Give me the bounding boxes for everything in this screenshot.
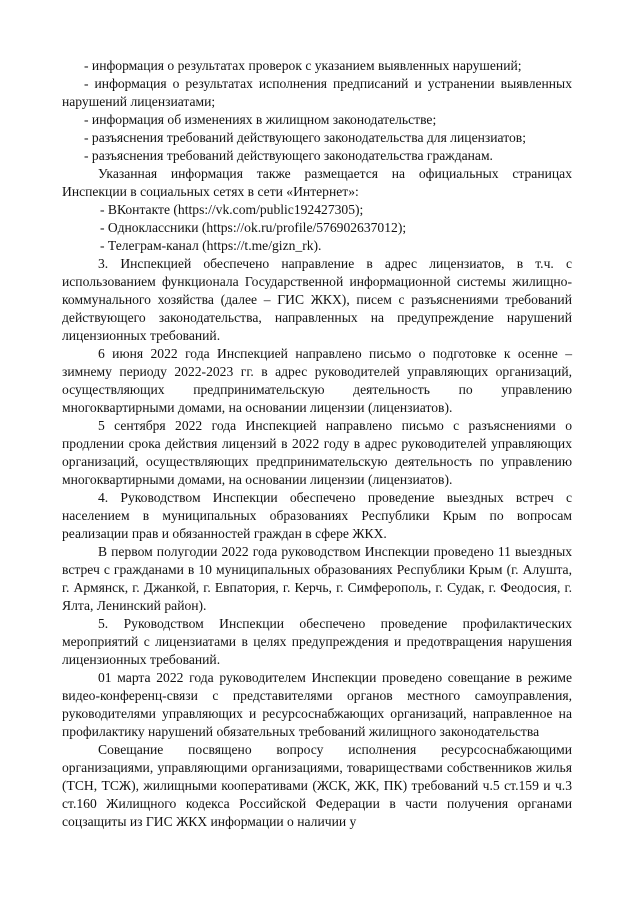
paragraph-video-conference: 01 марта 2022 года руководителем Инспекции проведено совещание в режиме видео-конференц-связи с представителями органов местного самоуправления, руководителями управляющих и ресурсоснабжающих организаций, направленное на профилактику нарушений обязательных требований жилищного законодательства [62, 670, 572, 739]
paragraph-social-networks: Указанная информация также размещается на официальных страницах Инспекции в социальных сетях в сети «Интернет»: [62, 166, 572, 199]
paragraph-item-3: 3. Инспекцией обеспечено направление в адрес лицензиатов, в т.ч. с использованием функционала Государственной информационной системы жилищно-коммунального хозяйства (далее – ГИС ЖКХ), писем с разъяснениями требований действующего законодательства, направленных на предупреждение нарушений лицензионных требований. [62, 256, 572, 343]
paragraph-letter-june: 6 июня 2022 года Инспекцией направлено письмо о подготовке к осенне – зимнему периоду 2022-2023 гг. в адрес руководителей управляющих организаций, осуществляющих предпринимательскую деятельность по управлению многоквартирными домами, на основании лицензии (лицензиатов). [62, 346, 572, 415]
bullet-prescriptions-results: - информация о результатах исполнения предписаний и устранении выявленных нарушений лицензиатами; [62, 76, 572, 109]
bullet-explanations-licensees: - разъяснения требований действующего законодательства для лицензиатов; [84, 130, 526, 145]
link-odnoklassniki: - Одноклассники (https://ok.ru/profile/576902637012); [100, 220, 407, 235]
paragraph-meeting-topic: Совещание посвящено вопросу исполнения ресурсоснабжающими организациями, управляющими организациями, товариществами собственников жилья (ТСН, ТСЖ), жилищными кооперативами (ЖСК, ЖК, ПК) требований ч.5 ст.159 и ч.3 ст.160 Жилищного кодекса Российской Федерации в части получения органами соцзащиты из ГИС ЖКХ информации о наличии у [62, 742, 572, 829]
bullet-law-changes: - информация об изменениях в жилищном законодательстве; [84, 112, 437, 127]
paragraph-letter-september: 5 сентября 2022 года Инспекцией направлено письмо с разъяснениями о продлении срока действия лицензий в 2022 году в адрес руководителей управляющих организаций, осуществляющих предпринимательскую деятельность по управлению многоквартирными домами, на основании лицензии (лицензиатов). [62, 418, 572, 487]
link-telegram: - Телеграм-канал (https://t.me/gizn_rk). [100, 238, 322, 253]
link-vkontakte: - ВКонтакте (https://vk.com/public192427305); [100, 202, 364, 217]
paragraph-field-meetings: В первом полугодии 2022 года руководством Инспекции проведено 11 выездных встреч с гражданами в 10 муниципальных образованиях Республики Крым (г. Алушта, г. Армянск, г. Джанкой, г. Евпатория, г. Керчь, г. Симферополь, г. Судак, г. Феодосия, г. Ялта, Ленинский район). [62, 544, 572, 613]
paragraph-item-5: 5. Руководством Инспекции обеспечено проведение профилактических мероприятий с лицензиатами в целях предупреждения и предотвращения нарушения лицензионных требований. [62, 616, 572, 667]
paragraph-item-4: 4. Руководством Инспекции обеспечено проведение выездных встреч с населением в муниципальных образованиях Республики Крым по вопросам реализации прав и обязанностей граждан в сфере ЖКХ. [62, 490, 572, 541]
bullet-inspection-results: - информация о результатах проверок с указанием выявленных нарушений; [84, 58, 522, 73]
document-body [62, 57, 572, 831]
bullet-explanations-citizens: - разъяснения требований действующего законодательства гражданам. [84, 148, 493, 163]
